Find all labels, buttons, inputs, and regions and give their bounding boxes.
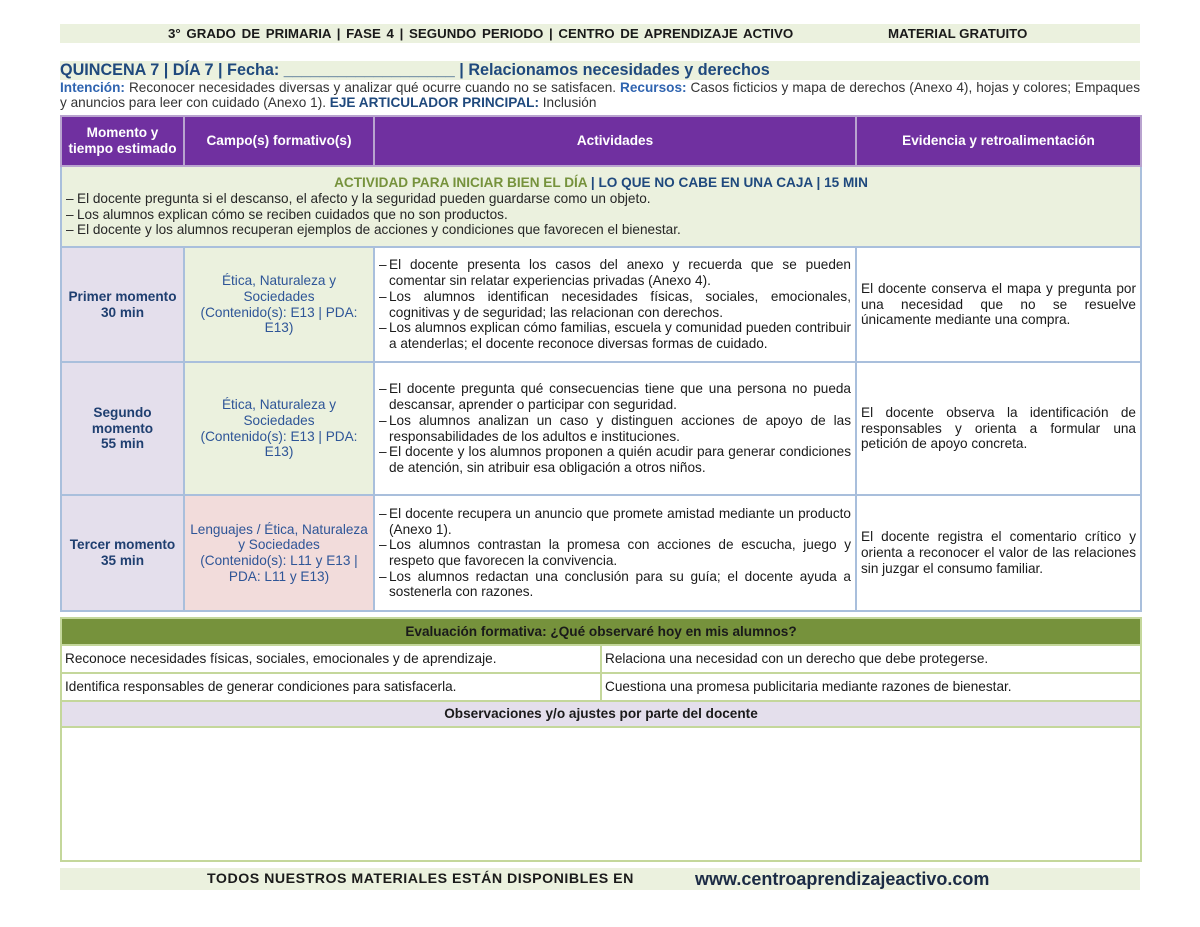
field-name: Ética, Naturaleza y Sociedades [221,273,337,304]
list-item: – Los alumnos analizan un caso y distinguen acciones de apoyo de las responsabilidades de los adultos e instituciones. [379,413,851,444]
list-item: – Los alumnos redactan una conclusión para su guía; el docente ayuda a sostenerla con razones. [379,569,851,600]
list-item: – Los alumnos explican cómo se reciben cuidados que no son productos. [66,207,1136,223]
list-item: – El docente y los alumnos proponen a quién acudir para generar condiciones de atención, sin atribuir esa obligación a otros niños. [379,444,851,475]
warmup-detail: | LO QUE NO CABE EN UNA CAJA | 15 MIN [590,175,868,191]
moment-cell [61,247,184,362]
field-name: Lenguajes / Ética, Naturaleza y Sociedades [190,521,368,553]
list-item: – Los alumnos identifican necesidades físicas, sociales, emocionales, cognitivas y de seguridad; las relacionan con derechos. [379,289,851,320]
intent-text: Reconocer necesidades diversas y analizar qué ocurre cuando no se satisfacen. [128,80,617,95]
table-row [61,247,1141,362]
warmup-row [61,166,1141,247]
evaluation-criterion: Cuestiona una promesa publicitaria mediante razones de bienestar. [601,673,1141,701]
intent-label: Intención: [60,80,125,95]
evidence-cell: El docente observa la identificación de responsables y orienta a formular una petición de apoyo concreta. [856,362,1141,495]
title-band [60,61,1140,80]
evaluation-title: Evaluación formativa: ¿Qué observaré hoy en mis alumnos? [61,618,1141,645]
field-name: Ética, Naturaleza y Sociedades [221,397,337,428]
table-row [61,645,1141,673]
field-content: (Contenido(s): L11 y E13 | PDA: L11 y E13) [200,553,358,584]
field-cell [184,362,374,495]
free-material-label: MATERIAL GRATUITO [888,26,1028,41]
list-item: – El docente pregunta qué consecuencias tiene que una persona no pueda descansar, aprender o participar con seguridad. [379,381,851,412]
top-header-band [60,24,1140,43]
field-cell [184,247,374,362]
evaluation-criterion: Relaciona una necesidad con un derecho que debe protegerse. [601,645,1141,673]
table-row [61,495,1141,611]
list-item: – Los alumnos contrastan la promesa con acciones de escucha, juego y respeto que favorecen la convivencia. [379,537,851,568]
resources-label: Recursos: [620,80,687,95]
date-blank: ___________________ [283,61,455,79]
title-session: QUINCENA 7 | DÍA 7 | Fecha: [60,61,280,79]
moment-time: 55 min [100,436,145,452]
evaluation-criterion: Reconoce necesidades físicas, sociales, emocionales y de aprendizaje. [61,645,601,673]
activities-list [379,257,851,351]
plan-header-row [61,116,1141,166]
evaluation-criterion: Identifica responsables de generar condiciones para satisfacerla. [61,673,601,701]
observations-title: Observaciones y/o ajustes por parte del docente [61,701,1141,727]
field-cell [184,495,374,611]
axis-label: EJE ARTICULADOR PRINCIPAL: [329,95,539,111]
observations-area [61,727,1141,861]
list-item: – El docente presenta los casos del anexo y recuerda que se pueden comentar sin relatar experiencias privadas (Anexo 4). [379,257,851,288]
moment-name: Segundo momento [91,404,154,436]
resources-text: Casos ficticios y mapa de derechos (Anexo 4), hojas y colores; Empaques y anuncios para leer con cuidado (Anexo 1). [60,80,1140,111]
footer-text: TODOS NUESTROS MATERIALES ESTÁN DISPONIBLES EN [207,871,634,887]
activities-cell [374,495,856,611]
moment-cell [61,495,184,611]
col-header-evidence: Evidencia y retroalimentación [856,116,1141,166]
lesson-intro [60,80,1140,111]
list-item: – Los alumnos explican cómo familias, escuela y comunidad pueden contribuir a atenderlas; el docente reconoce diversas formas de cuidado. [379,320,851,351]
field-content: (Contenido(s): E13 | PDA: E13) [200,428,358,460]
col-header-moment: Momento y tiempo estimado [61,116,184,166]
evidence-cell: El docente conserva el mapa y pregunta por una necesidad que no se resuelve únicamente mediante una compra. [856,247,1141,362]
warmup-list [66,191,1136,238]
moment-time: 30 min [100,304,145,320]
col-header-field: Campo(s) formativo(s) [184,116,374,166]
list-item: – El docente recupera un anuncio que promete amistad mediante un producto (Anexo 1). [379,506,851,537]
evaluation-table [60,617,1142,862]
title-topic: | Relacionamos necesidades y derechos [459,61,770,79]
table-row [61,673,1141,701]
lesson-plan-table [60,115,1142,612]
list-item: – El docente pregunta si el descanso, el afecto y la seguridad pueden guardarse como un objeto. [66,191,1136,207]
evidence-cell: El docente registra el comentario crítico y orienta a reconocer el valor de las relaciones sin juzgar el consumo familiar. [856,495,1141,611]
observations-row [61,727,1141,861]
warmup-heading [66,175,1136,191]
moment-cell [61,362,184,495]
table-row [61,362,1141,495]
observations-header-row [61,701,1141,727]
col-header-activities: Actividades [374,116,856,166]
activities-cell [374,362,856,495]
footer-band [60,868,1140,890]
activities-list [379,381,851,475]
field-content: (Contenido(s): E13 | PDA: E13) [200,304,358,336]
course-info: 3° GRADO DE PRIMARIA | FASE 4 | SEGUNDO PERIODO | CENTRO DE APRENDIZAJE ACTIVO [168,26,794,41]
list-item: – El docente y los alumnos recuperan ejemplos de acciones y condiciones que favorecen el bienestar. [66,222,1136,238]
moment-name: Tercer momento [69,537,176,553]
activities-list [379,506,851,600]
moment-time: 35 min [100,553,145,568]
footer-url: www.centroaprendizajeactivo.com [695,869,990,889]
warmup-cell [61,166,1141,247]
page-title [60,61,770,80]
moment-name: Primer momento [68,288,177,304]
warmup-label: ACTIVIDAD PARA INICIAR BIEN EL DÍA [334,175,588,191]
activities-cell [374,247,856,362]
axis-text: Inclusión [542,95,597,111]
evaluation-header-row [61,618,1141,645]
